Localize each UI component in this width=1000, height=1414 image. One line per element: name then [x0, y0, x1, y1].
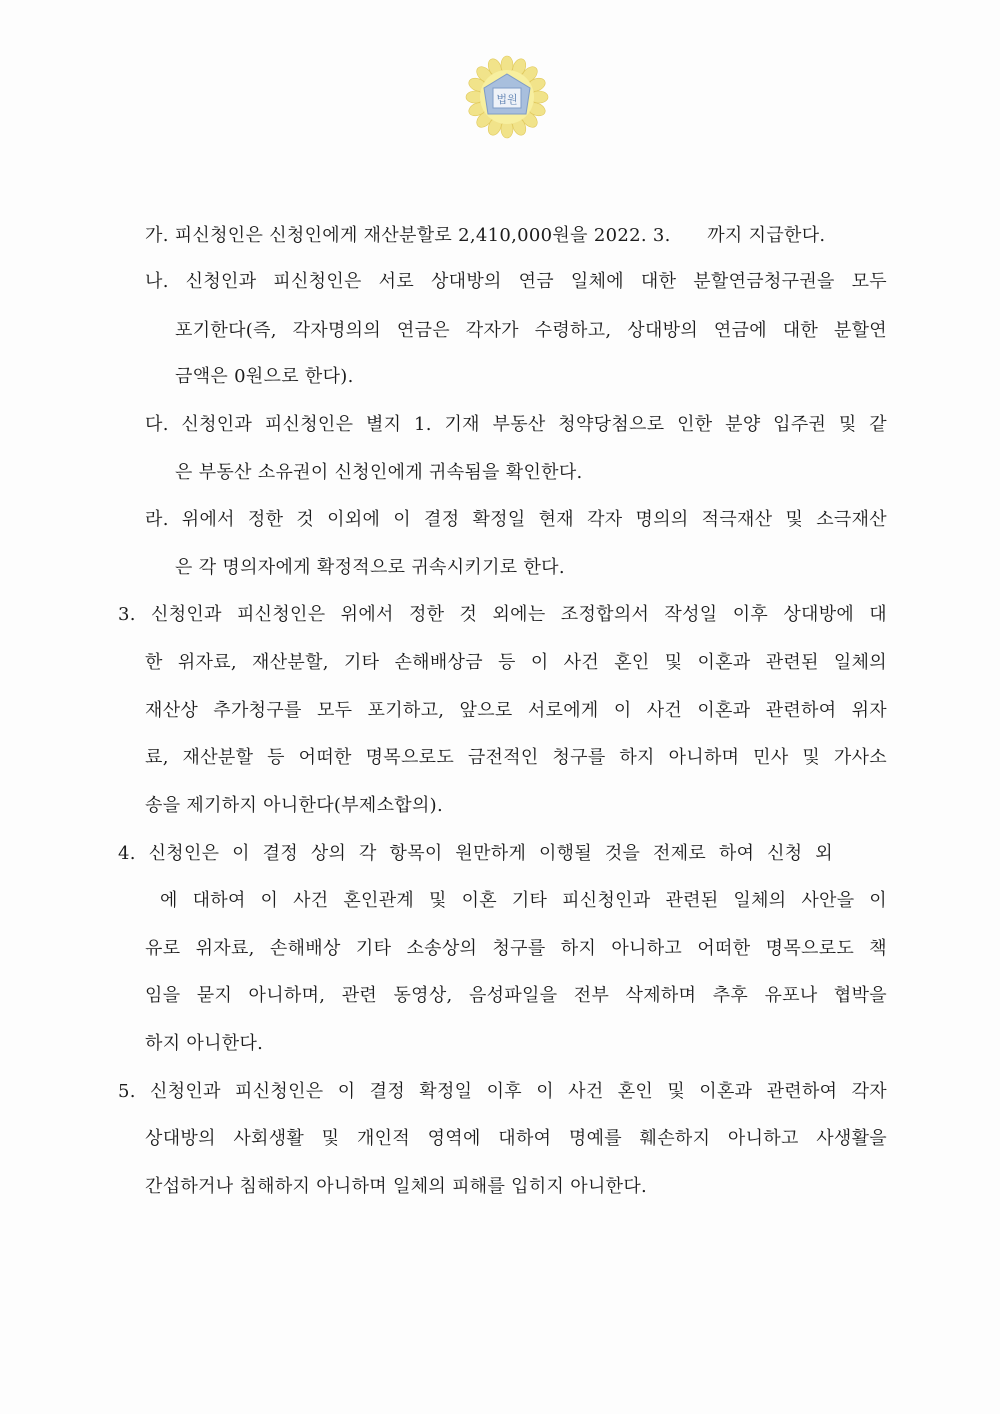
clause-3-line-4: 료, 재산분할 등 어떠한 명목으로도 금전적인 청구를 하지 아니하며 민사 및 가사소: [145, 747, 887, 768]
court-emblem-icon: [460, 52, 554, 142]
item-ra-line-1: 라. 위에서 정한 것 이외에 이 결정 확정일 현재 각자 명의의 적극재산 및 소극재산: [145, 509, 887, 530]
emblem-label: 법원: [496, 93, 518, 106]
item-na-line-1: 나. 신청인과 피신청인은 서로 상대방의 연금 일체에 대한 분할연금청구권을 모두: [145, 271, 887, 292]
clause-5-line-2: 상대방의 사회생활 및 개인적 영역에 대하여 명예를 훼손하지 아니하고 사생활을: [145, 1128, 887, 1149]
item-ga-line-1: 가. 피신청인은 신청인에게 재산분할로 2,410,000원을 2022. 3. 까지 지급한다.: [145, 225, 826, 246]
court-emblem: [460, 52, 554, 142]
item-na-line-3: 금액은 0원으로 한다).: [175, 366, 354, 387]
clause-5-line-3: 간섭하거나 침해하지 아니하며 일체의 피해를 입히지 아니한다.: [145, 1176, 648, 1197]
clause-4-line-2: 에 대하여 이 사건 혼인관계 및 이혼 기타 피신청인과 관련된 일체의 사안을 이: [160, 890, 887, 911]
item-da-line-2: 은 부동산 소유권이 신청인에게 귀속됨을 확인한다.: [175, 462, 583, 483]
item-ra-line-2: 은 각 명의자에게 확정적으로 귀속시키기로 한다.: [175, 557, 565, 578]
clause-4-line-4: 임을 묻지 아니하며, 관련 동영상, 음성파일을 전부 삭제하며 추후 유포나 협박을: [145, 985, 887, 1006]
clause-4-line-3: 유로 위자료, 손해배상 기타 소송상의 청구를 하지 아니하고 어떠한 명목으로도 책: [145, 938, 887, 959]
clause-3-line-1: 3. 신청인과 피신청인은 위에서 정한 것 외에는 조정합의서 작성일 이후 상대방에 대: [118, 604, 887, 625]
clause-3-line-3: 재산상 추가청구를 모두 포기하고, 앞으로 서로에게 이 사건 이혼과 관련하여 위자: [145, 700, 887, 721]
item-da-line-1: 다. 신청인과 피신청인은 별지 1. 기재 부동산 청약당첨으로 인한 분양 입주권 및 같: [145, 414, 887, 435]
clause-3-line-2: 한 위자료, 재산분할, 기타 손해배상금 등 이 사건 혼인 및 이혼과 관련된 일체의: [145, 652, 887, 673]
clause-5-line-1: 5. 신청인과 피신청인은 이 결정 확정일 이후 이 사건 혼인 및 이혼과 관련하여 각자: [118, 1081, 887, 1102]
clause-4-line-5: 하지 아니한다.: [145, 1033, 264, 1054]
clause-3-line-5: 송을 제기하지 아니한다(부제소합의).: [145, 795, 444, 816]
item-na-line-2: 포기한다(즉, 각자명의의 연금은 각자가 수령하고, 상대방의 연금에 대한 분할연: [175, 320, 887, 341]
clause-4-line-1: 4. 신청인은 이 결정 상의 각 항목이 원만하게 이행될 것을 전제로 하여 신청 외: [118, 843, 833, 864]
